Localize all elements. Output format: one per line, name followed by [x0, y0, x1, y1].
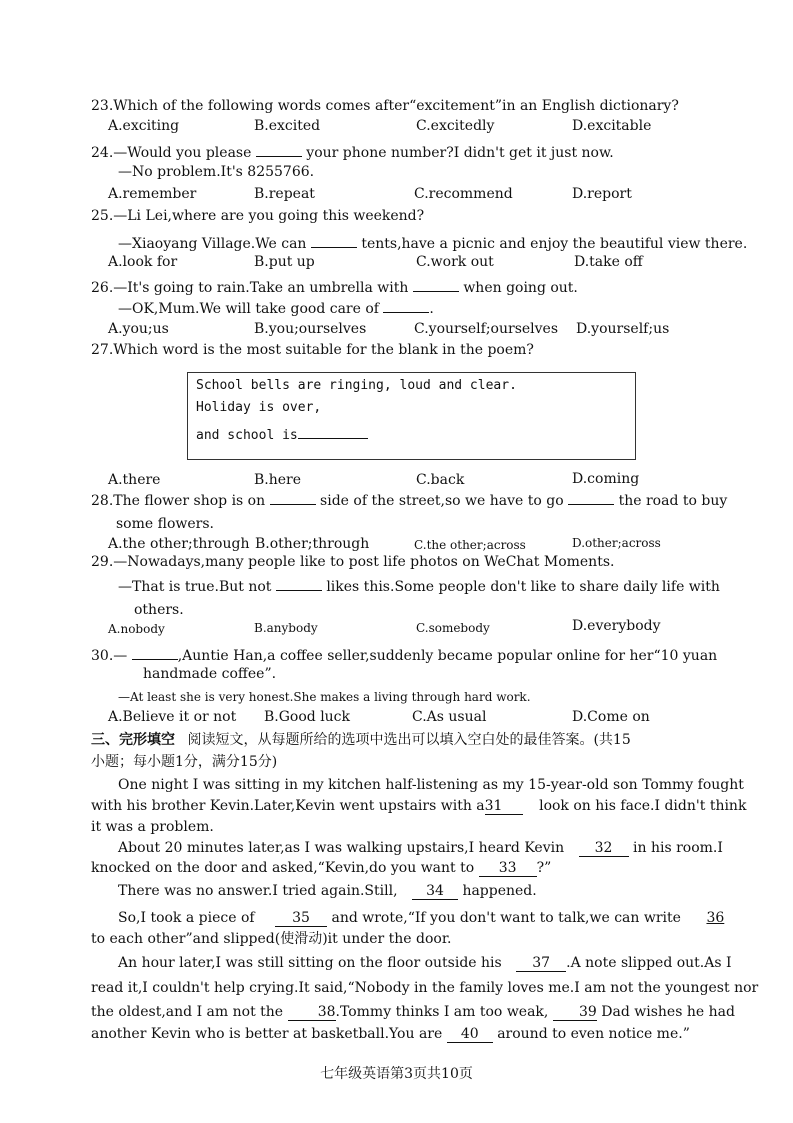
- q28-blank-2: [568, 490, 614, 505]
- q24-stem-part: 24.—Would you please: [91, 145, 252, 161]
- q30-stem-part: 30.—: [91, 648, 128, 664]
- blank-37: 37: [516, 955, 566, 972]
- q28-option-b: B.other;through: [255, 536, 370, 552]
- section3-heading-line: [91, 731, 631, 749]
- passage-p5-line3: [91, 1003, 735, 1021]
- passage-text: look on his face.I didn't think: [539, 798, 747, 814]
- q24-option-b: B.repeat: [254, 186, 315, 202]
- passage-p4-line2: to each other”and slipped(使滑动)it under the door.: [91, 931, 452, 947]
- q30-stem-part: ,Auntie Han,a coffee seller,suddenly became popular online for her“10 yuan: [177, 648, 718, 664]
- poem-line-3: [196, 424, 368, 445]
- q25-option-b: B.put up: [254, 254, 315, 270]
- q24-stem-part: your phone number?I didn't get it just now.: [306, 145, 614, 161]
- q23-option-d: D.excitable: [572, 118, 652, 134]
- poem-line-2: Holiday is over,: [196, 400, 322, 415]
- passage-text: another Kevin who is better at basketball.You are: [91, 1026, 443, 1042]
- poem-line-3-text: and school is: [196, 428, 298, 443]
- q24-blank: [256, 142, 302, 157]
- poem-blank: [298, 424, 368, 439]
- q30-option-b: B.Good luck: [264, 709, 351, 725]
- q29-response-part: likes this.Some people don't like to share daily life with: [326, 579, 720, 595]
- passage-text: .Tommy thinks I am too weak,: [335, 1004, 549, 1020]
- q28-option-c: C.the other;across: [414, 538, 526, 552]
- passage-text: knocked on the door and asked,“Kevin,do you want to: [91, 860, 475, 876]
- q24-option-c: C.recommend: [414, 186, 513, 202]
- q23-option-a: A.exciting: [108, 118, 180, 134]
- section3-heading: 三、完形填空: [91, 732, 175, 748]
- q28-stem-part: the road to buy: [618, 493, 728, 509]
- q25-blank: [311, 233, 357, 248]
- q30-option-d: D.Come on: [572, 709, 650, 725]
- q29-option-a: A.nobody: [108, 622, 165, 636]
- blank-32: 32: [579, 840, 629, 857]
- q29-response-cont: others.: [134, 602, 184, 618]
- q26-response-part: —OK,Mum.We will take good care of: [118, 301, 379, 317]
- section3-instruction-cont: 小题；每小题1分，满分15分): [91, 754, 278, 770]
- q28-stem-cont: some flowers.: [116, 516, 214, 532]
- passage-text: There was no answer.I tried again.Still,: [118, 883, 398, 899]
- q24-option-d: D.report: [572, 186, 632, 202]
- q29-response-part: —That is true.But not: [118, 579, 272, 595]
- passage-text: around to even notice me.”: [497, 1026, 690, 1042]
- blank-39: 39: [553, 1004, 597, 1021]
- q28-stem-part: 28.The flower shop is on: [91, 493, 266, 509]
- passage-text: Dad wishes he had: [601, 1004, 735, 1020]
- passage-text: ?”: [536, 860, 552, 876]
- blank-36-number: 36: [706, 910, 725, 926]
- section3-instruction: 阅读短文，从每题所给的选项中选出可以填入空白处的最佳答案。(共15: [187, 732, 631, 748]
- q28-stem: [91, 490, 727, 510]
- q23-stem: 23.Which of the following words comes after“excitement”in an English dictionary?: [91, 98, 679, 114]
- q30-response: —At least she is very honest.She makes a living through hard work.: [118, 690, 531, 704]
- q25-option-d: D.take off: [574, 254, 643, 270]
- q30-option-a: A.Believe it or not: [108, 709, 237, 725]
- q28-blank-1: [270, 490, 316, 505]
- blank-33: 33: [479, 860, 537, 877]
- q28-stem-part: side of the street,so we have to go: [320, 493, 564, 509]
- passage-text: with his brother Kevin.Later,Kevin went upstairs with a: [91, 798, 485, 814]
- q30-stem: [91, 645, 717, 665]
- q25-option-c: C.work out: [416, 254, 494, 270]
- q24-stem: [91, 142, 614, 162]
- q26-stem: [91, 277, 578, 297]
- q27-option-c: C.back: [416, 472, 465, 488]
- q23-option-c: C.excitedly: [416, 118, 495, 134]
- q26-option-a: A.you;us: [108, 321, 169, 337]
- passage-p3: [118, 882, 537, 900]
- poem-line-1: School bells are ringing, loud and clear.: [196, 378, 517, 393]
- passage-text: in his room.I: [633, 840, 723, 856]
- passage-p1-line3: it was a problem.: [91, 819, 214, 835]
- blank-36: [695, 910, 735, 926]
- blank-34: 34: [412, 883, 458, 900]
- passage-text: .A note slipped out.As I: [566, 955, 732, 971]
- q29-option-d: D.everybody: [572, 618, 661, 634]
- q26-option-c: C.yourself;ourselves: [414, 321, 559, 337]
- q29-option-c: C.somebody: [416, 621, 490, 635]
- q29-stem: 29.—Nowadays,many people like to post life photos on WeChat Moments.: [91, 554, 615, 570]
- poem-box: [187, 372, 636, 460]
- q28-option-d: D.other;across: [572, 536, 661, 550]
- q25-option-a: A.look for: [108, 254, 178, 270]
- passage-p2-line2: [91, 859, 551, 877]
- q27-option-d: D.coming: [572, 471, 640, 487]
- blank-38: 38: [288, 1004, 336, 1021]
- q25-stem: 25.—Li Lei,where are you going this weekend?: [91, 208, 425, 224]
- passage-p4-line1: [118, 909, 735, 927]
- q25-response-part: tents,have a picnic and enjoy the beautiful view there.: [361, 236, 748, 252]
- q26-option-d: D.yourself;us: [576, 321, 670, 337]
- passage-text: An hour later,I was still sitting on the floor outside his: [118, 955, 502, 971]
- q29-blank: [276, 576, 322, 591]
- q26-blank-2: [383, 298, 429, 313]
- passage-text: and wrote,“If you don't want to talk,we can write: [331, 910, 681, 926]
- passage-text: happened.: [462, 883, 537, 899]
- q30-option-c: C.As usual: [412, 709, 487, 725]
- q26-stem-part: 26.—It's going to rain.Take an umbrella with: [91, 280, 409, 296]
- q24-response: —No problem.It's 8255766.: [118, 164, 315, 180]
- q25-response-part: —Xiaoyang Village.We can: [118, 236, 307, 252]
- q26-response-part: .: [429, 301, 434, 317]
- passage-p5-line1: [118, 954, 732, 972]
- passage-p5-line4: [91, 1025, 690, 1043]
- q26-option-b: B.you;ourselves: [254, 321, 367, 337]
- q26-response: [118, 298, 434, 318]
- blank-31: 31: [485, 798, 523, 815]
- q29-option-b: B.anybody: [254, 621, 318, 635]
- q27-stem: 27.Which word is the most suitable for the blank in the poem?: [91, 342, 534, 358]
- q23-option-b: B.excited: [254, 118, 321, 134]
- q27-option-b: B.here: [254, 472, 302, 488]
- q30-blank: [132, 645, 178, 660]
- q25-response: [118, 233, 747, 253]
- q26-stem-part: when going out.: [463, 280, 578, 296]
- passage-text: So,I took a piece of: [118, 910, 255, 926]
- q26-blank-1: [413, 277, 459, 292]
- q29-response: [118, 576, 720, 596]
- passage-text: the oldest,and I am not the: [91, 1004, 284, 1020]
- passage-p5-line2: read it,I couldn't help crying.It said,“Nobody in the family loves me.I am not the youngest nor: [91, 980, 759, 996]
- q28-option-a: A.the other;through: [108, 536, 250, 552]
- q30-stem-cont: handmade coffee”.: [143, 666, 277, 682]
- q27-option-a: A.there: [108, 472, 161, 488]
- blank-40: 40: [447, 1026, 493, 1043]
- passage-p1-line1: One night I was sitting in my kitchen half-listening as my 15-year-old son Tommy fought: [118, 777, 744, 793]
- page-footer: 七年级英语第3页共10页: [320, 1066, 473, 1082]
- passage-p1-line2: [91, 797, 746, 815]
- passage-p2-line1: [118, 839, 723, 857]
- blank-35: 35: [275, 910, 327, 927]
- passage-text: About 20 minutes later,as I was walking upstairs,I heard Kevin: [118, 840, 565, 856]
- q24-option-a: A.remember: [108, 186, 197, 202]
